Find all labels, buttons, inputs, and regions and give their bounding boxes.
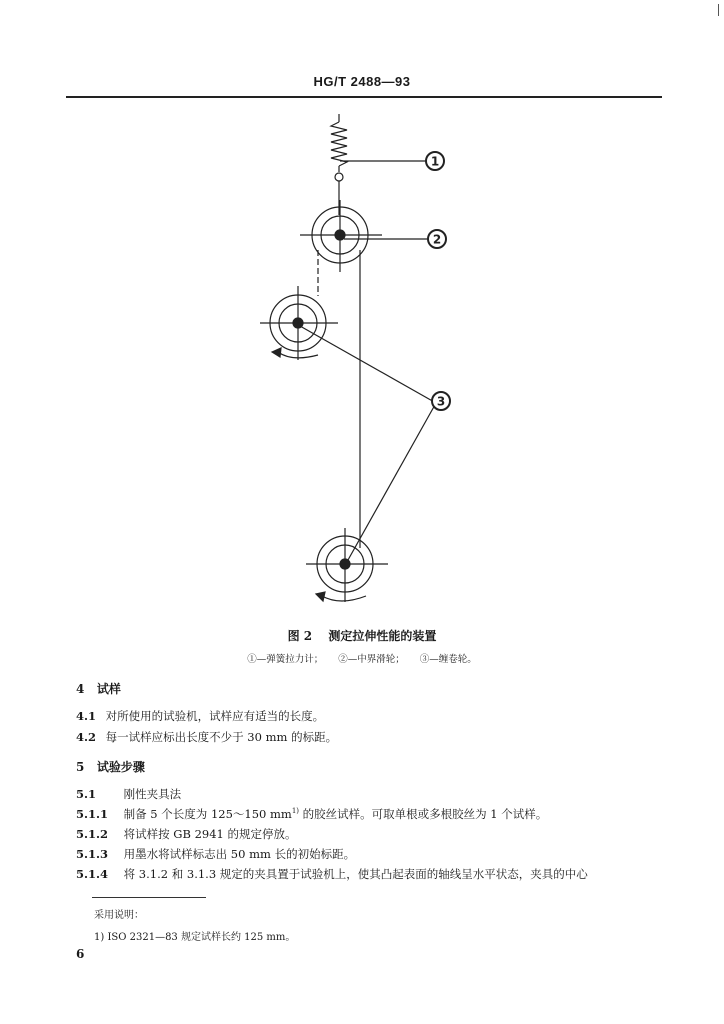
clause-text: 用墨水将试样标志出 50 mm 长的初始标距。	[123, 847, 356, 861]
clause-text-cont: 的胶丝试样。可取单根或多根胶丝为 1 个试样。	[299, 807, 548, 821]
callout-2	[428, 230, 446, 248]
clause-number: 5.1.1	[76, 807, 109, 821]
footnote-text: 1) ISO 2321—83 规定试样长约 125 mm。	[94, 932, 296, 943]
footnote-title: 采用说明：	[94, 910, 144, 921]
legend-item-3: ③—缠卷轮。	[419, 654, 477, 665]
callout-1	[426, 152, 444, 170]
clause-number: 4.2	[76, 730, 97, 744]
section-4-heading	[76, 680, 121, 697]
page-number: 6	[76, 947, 85, 961]
figure-title: 测定拉伸性能的装置	[328, 629, 437, 643]
clause-number: 5.1.4	[76, 867, 109, 881]
lower-winding-pulley	[306, 528, 388, 602]
legend-item-2: ②—中界滑轮；	[338, 654, 405, 665]
clause-4-1	[76, 708, 324, 724]
clause-text: 制备 5 个长度为 125～150 mm	[123, 807, 292, 821]
clause-text: 将 3.1.2 和 3.1.3 规定的夹具置于试验机上，使其凸起表面的轴线呈水平状态，夹具的中心	[123, 867, 588, 881]
clause-number: 4.1	[76, 709, 97, 723]
section-number: 4	[76, 682, 85, 696]
section-title: 试验步骤	[96, 760, 145, 774]
clause-5-1	[76, 786, 181, 802]
callout-2-label: 2	[432, 232, 442, 247]
header-rule	[66, 96, 662, 98]
spring-balance	[331, 114, 347, 215]
clause-text: 刚性夹具法	[123, 787, 182, 801]
callout-1-label: 1	[430, 154, 440, 169]
clause-text: 每一试样应标出长度不少于 30 mm 的标距。	[105, 730, 338, 744]
figure-legend	[0, 651, 724, 665]
callout-3-label: 3	[436, 394, 446, 409]
footnote-ref: 1)	[291, 807, 299, 816]
section-5-heading	[76, 758, 145, 775]
clause-5-1-1	[76, 806, 547, 822]
figure-caption	[0, 627, 724, 644]
intermediate-pulley	[300, 200, 382, 272]
standard-header: HG/T 2488—93	[313, 74, 411, 89]
clause-text: 将试样按 GB 2941 的规定停放。	[123, 827, 297, 841]
scan-edge-mark	[718, 4, 719, 16]
clause-5-1-3	[76, 846, 355, 862]
legend-item-1: ①—弹簧拉力计；	[247, 654, 324, 665]
clause-number: 5.1.2	[76, 827, 109, 841]
section-title: 试样	[96, 682, 121, 696]
clause-5-1-4	[76, 866, 588, 882]
left-winding-pulley	[260, 286, 338, 360]
callout-3	[432, 392, 450, 410]
apparatus-figure	[230, 110, 480, 610]
clause-5-1-2	[76, 826, 297, 842]
clause-number: 5.1	[76, 787, 97, 801]
clause-number: 5.1.3	[76, 847, 109, 861]
clause-text: 对所使用的试验机，试样应有适当的长度。	[105, 709, 325, 723]
section-number: 5	[76, 760, 85, 774]
clause-4-2	[76, 729, 337, 745]
footnote-rule	[92, 897, 206, 898]
figure-number: 图 2	[287, 629, 313, 643]
